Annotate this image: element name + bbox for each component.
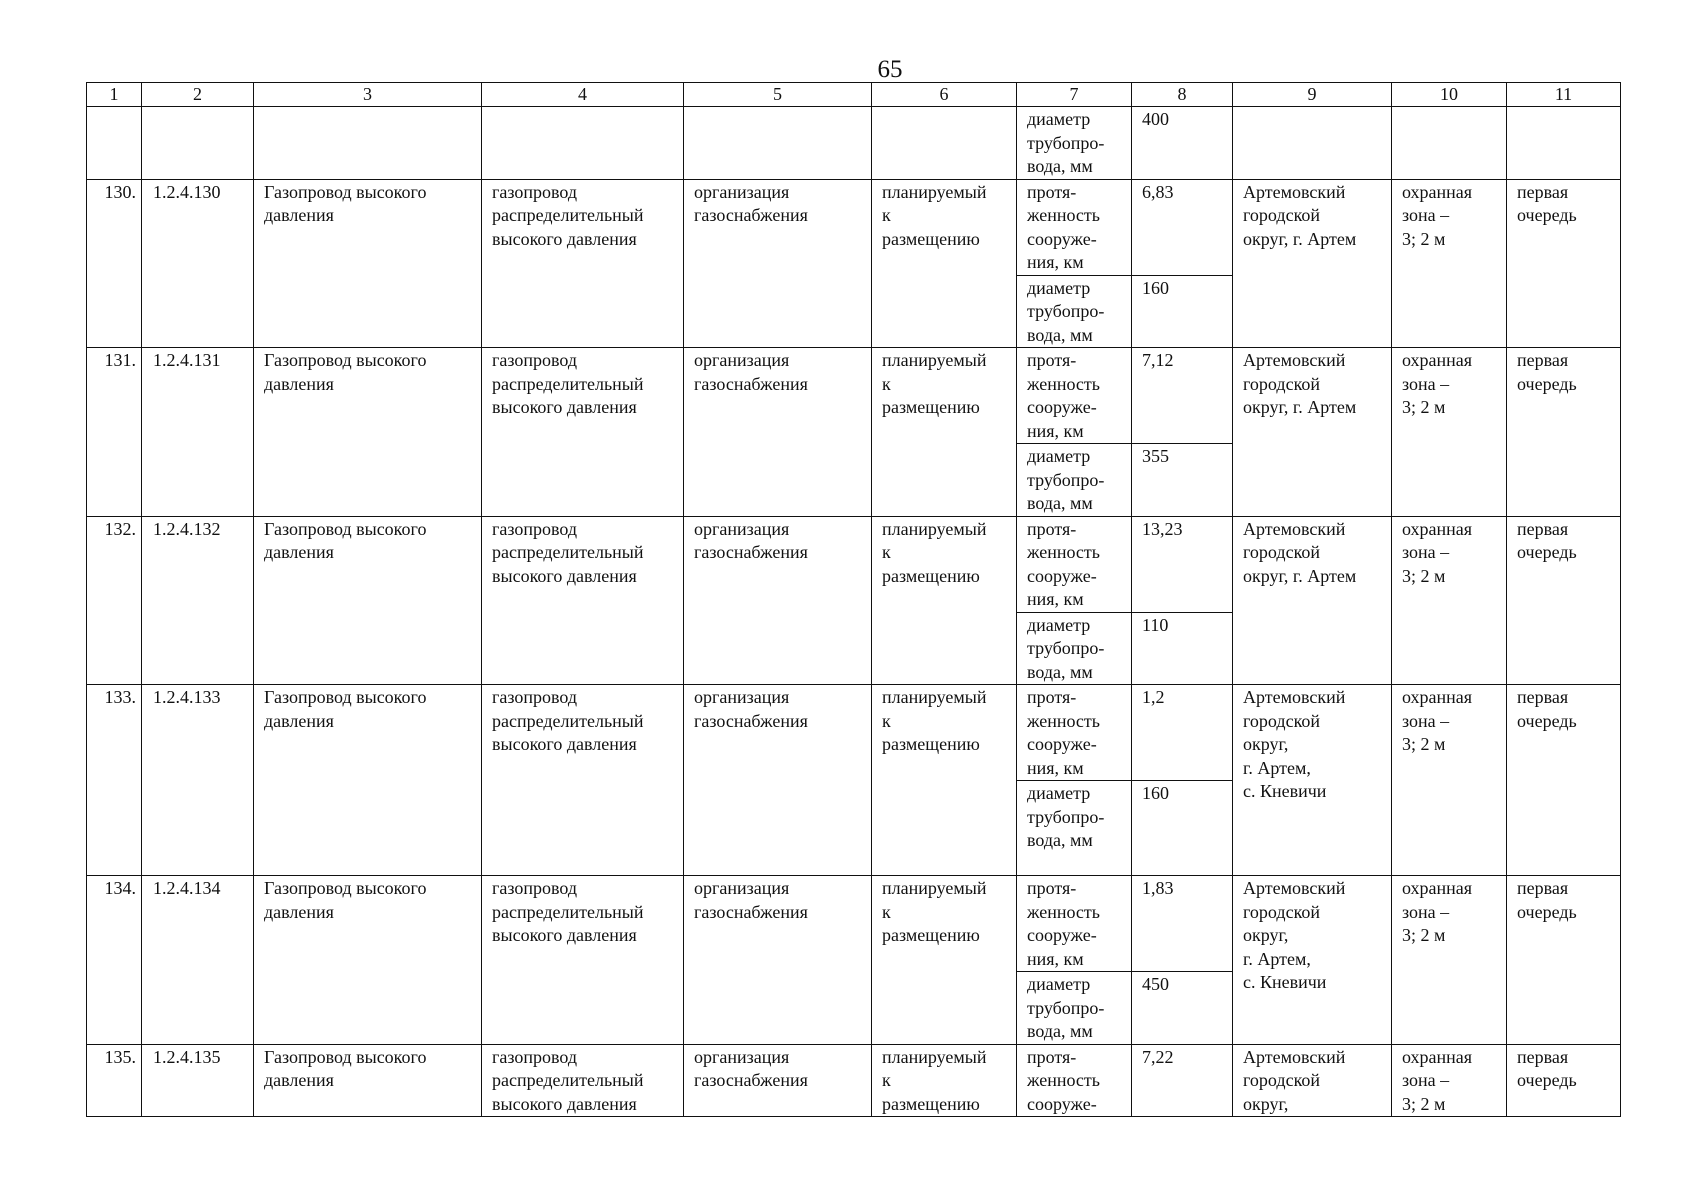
param-label: диаметр трубопро- вода, мм <box>1017 972 1132 1045</box>
object-code: 1.2.4.132 <box>142 516 254 685</box>
param-value: 160 <box>1132 275 1233 348</box>
column-header: 7 <box>1017 83 1132 107</box>
column-header: 10 <box>1392 83 1507 107</box>
param-label: протя- женность сооруже- ния, км <box>1017 179 1132 275</box>
column-header: 8 <box>1132 83 1233 107</box>
object-code: 1.2.4.130 <box>142 179 254 348</box>
continuation-row <box>87 107 1621 180</box>
param-label: протя- женность сооруже- <box>1017 1044 1132 1117</box>
param-label: диаметр трубопро- вода, мм <box>1017 275 1132 348</box>
object-zone: охранная зона – 3; 2 м <box>1392 348 1507 517</box>
object-name: Газопровод высокого давления <box>254 348 482 517</box>
object-type: газопровод распределительный высокого давления <box>482 685 684 876</box>
object-code: 1.2.4.134 <box>142 876 254 1045</box>
object-stage: первая очередь <box>1507 1044 1621 1117</box>
object-type: газопровод распределительный высокого давления <box>482 516 684 685</box>
objects-table <box>86 82 1621 1117</box>
object-stage: первая очередь <box>1507 516 1621 685</box>
object-zone: охранная зона – 3; 2 м <box>1392 179 1507 348</box>
param-value: 160 <box>1132 781 1233 876</box>
param-value: 1,2 <box>1132 685 1233 781</box>
param-value: 7,22 <box>1132 1044 1233 1117</box>
object-purpose: организация газоснабжения <box>684 1044 872 1117</box>
object-zone: охранная зона – 3; 2 м <box>1392 516 1507 685</box>
object-stage: первая очередь <box>1507 348 1621 517</box>
param-label: протя- женность сооруже- ния, км <box>1017 876 1132 972</box>
table-row <box>87 685 1621 781</box>
cell-empty <box>142 107 254 180</box>
object-location: Артемовский городской округ, г. Артем <box>1233 348 1392 517</box>
column-header: 9 <box>1233 83 1392 107</box>
column-header: 5 <box>684 83 872 107</box>
object-location: Артемовский городской округ, г. Артем, с. Кневичи <box>1233 685 1392 876</box>
object-zone: охранная зона – 3; 2 м <box>1392 1044 1507 1117</box>
param-value: 1,83 <box>1132 876 1233 972</box>
param-label: диаметр трубопро- вода, мм <box>1017 781 1132 876</box>
object-purpose: организация газоснабжения <box>684 516 872 685</box>
column-header: 2 <box>142 83 254 107</box>
object-type: газопровод распределительный высокого давления <box>482 348 684 517</box>
row-number: 132. <box>87 516 142 685</box>
cell-empty <box>1507 107 1621 180</box>
cell-empty <box>87 107 142 180</box>
object-name: Газопровод высокого давления <box>254 876 482 1045</box>
object-status: планируемый к размещению <box>872 876 1017 1045</box>
cell-empty <box>872 107 1017 180</box>
object-type: газопровод распределительный высокого давления <box>482 876 684 1045</box>
row-number: 130. <box>87 179 142 348</box>
page-number: 65 <box>877 56 903 83</box>
object-stage: первая очередь <box>1507 685 1621 876</box>
object-status: планируемый к размещению <box>872 685 1017 876</box>
table-row <box>87 876 1621 972</box>
object-code: 1.2.4.133 <box>142 685 254 876</box>
object-location: Артемовский городской округ, г. Артем <box>1233 516 1392 685</box>
cell-empty <box>254 107 482 180</box>
table-row <box>87 179 1621 275</box>
object-location: Артемовский городской округ, <box>1233 1044 1392 1117</box>
object-purpose: организация газоснабжения <box>684 348 872 517</box>
cell-empty <box>684 107 872 180</box>
object-stage: первая очередь <box>1507 876 1621 1045</box>
object-status: планируемый к размещению <box>872 516 1017 685</box>
param-label: диаметр трубопро- вода, мм <box>1017 444 1132 517</box>
param-value: 110 <box>1132 612 1233 685</box>
column-number-row <box>87 83 1621 107</box>
object-location: Артемовский городской округ, г. Артем <box>1233 179 1392 348</box>
object-type: газопровод распределительный высокого давления <box>482 179 684 348</box>
object-code: 1.2.4.131 <box>142 348 254 517</box>
param-label: диаметр трубопро- вода, мм <box>1017 107 1132 180</box>
object-code: 1.2.4.135 <box>142 1044 254 1117</box>
table-row <box>87 348 1621 444</box>
param-label: протя- женность сооруже- ния, км <box>1017 685 1132 781</box>
cell-empty <box>482 107 684 180</box>
column-header: 1 <box>87 83 142 107</box>
param-value: 7,12 <box>1132 348 1233 444</box>
column-header: 4 <box>482 83 684 107</box>
param-label: протя- женность сооруже- ния, км <box>1017 516 1132 612</box>
object-purpose: организация газоснабжения <box>684 685 872 876</box>
object-name: Газопровод высокого давления <box>254 516 482 685</box>
column-header: 3 <box>254 83 482 107</box>
param-value: 400 <box>1132 107 1233 180</box>
object-location: Артемовский городской округ, г. Артем, с. Кневичи <box>1233 876 1392 1045</box>
object-name: Газопровод высокого давления <box>254 1044 482 1117</box>
object-status: планируемый к размещению <box>872 348 1017 517</box>
row-number: 131. <box>87 348 142 517</box>
object-name: Газопровод высокого давления <box>254 179 482 348</box>
param-value: 450 <box>1132 972 1233 1045</box>
cell-empty <box>1392 107 1507 180</box>
object-purpose: организация газоснабжения <box>684 179 872 348</box>
column-header: 11 <box>1507 83 1621 107</box>
cell-empty <box>1233 107 1392 180</box>
row-number: 133. <box>87 685 142 876</box>
column-header: 6 <box>872 83 1017 107</box>
object-stage: первая очередь <box>1507 179 1621 348</box>
param-value: 6,83 <box>1132 179 1233 275</box>
object-zone: охранная зона – 3; 2 м <box>1392 876 1507 1045</box>
row-number: 134. <box>87 876 142 1045</box>
param-value: 355 <box>1132 444 1233 517</box>
object-status: планируемый к размещению <box>872 179 1017 348</box>
object-status: планируемый к размещению <box>872 1044 1017 1117</box>
param-label: диаметр трубопро- вода, мм <box>1017 612 1132 685</box>
table-row <box>87 516 1621 612</box>
object-zone: охранная зона – 3; 2 м <box>1392 685 1507 876</box>
object-name: Газопровод высокого давления <box>254 685 482 876</box>
table-row <box>87 1044 1621 1117</box>
object-purpose: организация газоснабжения <box>684 876 872 1045</box>
row-number: 135. <box>87 1044 142 1117</box>
object-type: газопровод распределительный высокого давления <box>482 1044 684 1117</box>
param-value: 13,23 <box>1132 516 1233 612</box>
param-label: протя- женность сооруже- ния, км <box>1017 348 1132 444</box>
